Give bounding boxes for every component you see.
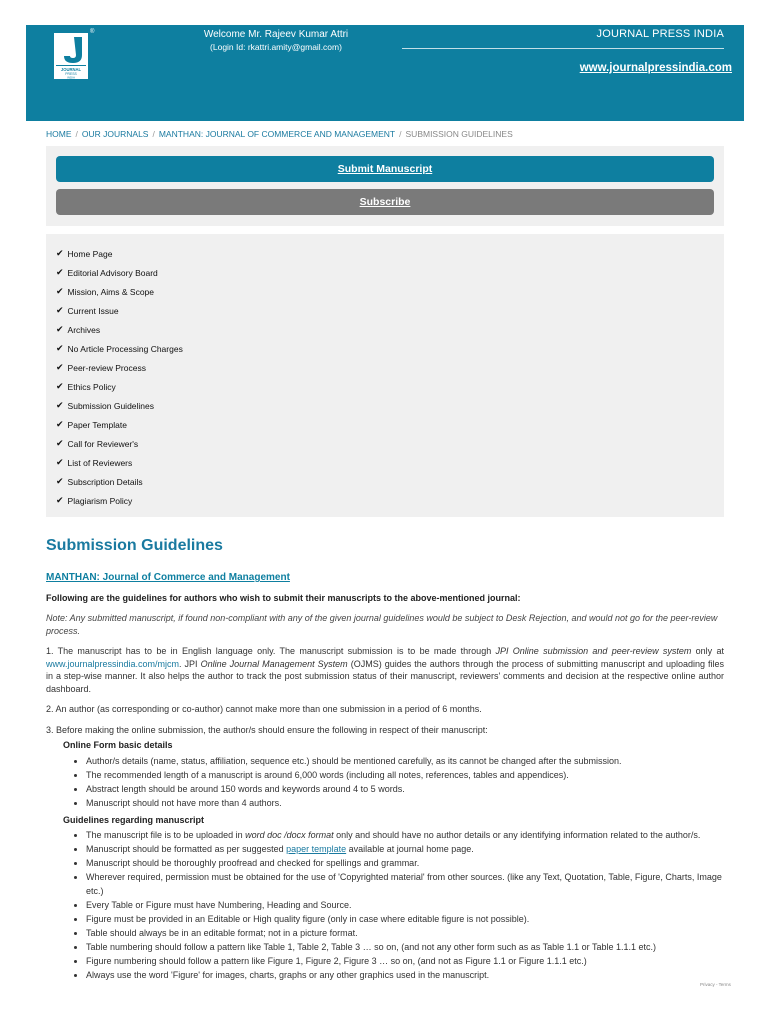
menu-item-subscription-details[interactable] — [46, 472, 724, 491]
menu-item-call-for-reviewers[interactable] — [46, 434, 724, 453]
menu-item-plagiarism-policy[interactable] — [46, 491, 724, 510]
menu-item-mission-aims-scope[interactable] — [46, 282, 724, 301]
breadcrumb-current: SUBMISSION GUIDELINES — [405, 129, 513, 139]
check-icon: ✔ — [56, 286, 64, 296]
list-item: • Manuscript should not have more than 4 authors. — [86, 796, 724, 810]
p1-text-f: (OJMS) guides the authors through the process of submitting manuscript and uploading files in a step-wise manner. It also helps the author to track the post submission status of their manuscript, reviewers' comments and decision at the respective online author dashboard. — [46, 658, 724, 694]
list-item: • Every Table or Figure must have Numbering, Heading and Source. — [86, 898, 724, 912]
header-divider — [402, 48, 724, 49]
journal-press-india-logo[interactable] — [54, 33, 88, 77]
welcome-text: Welcome Mr. Rajeev Kumar Attri — [203, 29, 349, 40]
list-item: • Table numbering should follow a pattern like Table 1, Table 2, Table 3 … so on, (and not any other form such as as Table 1.1 or Table 1.1.1 etc.) — [86, 940, 724, 954]
check-icon: ✔ — [56, 305, 64, 315]
menu-item-label: No Article Processing Charges — [67, 343, 183, 354]
svg-text:PRESS: PRESS — [65, 72, 77, 76]
welcome-block — [186, 29, 366, 53]
menu-item-label: Peer-review Process — [67, 362, 146, 373]
page-title: Submission Guidelines — [46, 537, 223, 554]
check-icon: ✔ — [56, 400, 64, 410]
svg-text:JOURNAL: JOURNAL — [60, 67, 82, 72]
guidelines-list — [86, 828, 724, 982]
check-icon: ✔ — [56, 438, 64, 448]
check-icon: ✔ — [56, 267, 64, 277]
menu-item-no-apc[interactable] — [46, 339, 724, 358]
breadcrumb-journal[interactable]: MANTHAN: JOURNAL OF COMMERCE AND MANAGEMENT — [158, 129, 396, 139]
menu-item-ethics-policy[interactable] — [46, 377, 724, 396]
breadcrumb-our-journals[interactable]: OUR JOURNALS — [81, 129, 149, 139]
check-icon: ✔ — [56, 495, 64, 505]
list-item — [86, 842, 724, 856]
submit-manuscript-button[interactable]: Submit Manuscript — [56, 156, 714, 182]
breadcrumb-separator: / — [75, 129, 78, 139]
journal-menu — [46, 234, 724, 517]
intro-text: Following are the guidelines for authors who wish to submit their manuscripts to the above-mentioned journal: — [46, 592, 521, 603]
menu-item-list-of-reviewers[interactable] — [46, 453, 724, 472]
breadcrumb — [46, 129, 513, 139]
menu-item-label: Ethics Policy — [67, 381, 116, 392]
check-icon: ✔ — [56, 457, 64, 467]
list-item: • Table should always be in an editable format; not in a picture format. — [86, 926, 724, 940]
check-icon: ✔ — [56, 362, 64, 372]
g1-text-c: only and should have no author details or any identifying information related to the author/s. — [333, 830, 701, 840]
menu-item-submission-guidelines[interactable] — [46, 396, 724, 415]
list-item — [86, 828, 724, 842]
paragraph-3: 3. Before making the online submission, the author/s should ensure the following in respect of their manuscript: — [46, 724, 488, 735]
p1-text-c: only at — [691, 646, 724, 656]
list-item: • Figure must be provided in an Editable or High quality figure (only in case where editable figure is not possible). — [86, 912, 724, 926]
menu-item-label: Paper Template — [67, 419, 127, 430]
check-icon: ✔ — [56, 343, 64, 353]
menu-item-paper-template[interactable] — [46, 415, 724, 434]
menu-item-label: Plagiarism Policy — [67, 495, 133, 506]
recaptcha-privacy-terms[interactable]: Privacy - Terms — [700, 982, 731, 987]
paragraph-2: 2. An author (as corresponding or co-author) cannot make more than one submission in a period of 6 months. — [46, 704, 482, 714]
list-item: • The recommended length of a manuscript is around 6,000 words (including all notes, references, tables and appendices). — [86, 768, 724, 782]
menu-item-label: Submission Guidelines — [67, 400, 155, 411]
menu-item-label: Editorial Advisory Board — [67, 267, 158, 278]
check-icon: ✔ — [56, 324, 64, 334]
note-text: Note: Any submitted manuscript, if found non-compliant with any of the given journal guidelines would be subject to Desk Rejection, and would not go for the peer-review process. — [46, 613, 718, 636]
menu-item-archives[interactable] — [46, 320, 724, 339]
list-item: • Always use the word 'Figure' for images, charts, graphs or any other graphics used in the manuscript. — [86, 968, 724, 982]
paragraph-1 — [46, 645, 724, 695]
menu-item-label: Mission, Aims & Scope — [67, 286, 154, 297]
online-form-list — [86, 754, 724, 810]
list-item: • Wherever required, permission must be obtained for the use of 'Copyrighted material' from other sources. (like any Text, Quotation, Table, Figure, Charts, Image etc.) — [86, 870, 724, 898]
brand-name: JOURNAL PRESS INDIA — [596, 28, 724, 40]
website-link[interactable]: www.journalpressindia.com — [579, 62, 732, 74]
p1-text-b: JPI Online submission and peer-review system — [495, 646, 692, 656]
check-icon: ✔ — [56, 419, 64, 429]
menu-item-home-page[interactable] — [46, 244, 724, 263]
list-item: • Abstract length should be around 150 words and keywords around 4 to 5 words. — [86, 782, 724, 796]
menu-item-label: Archives — [67, 324, 101, 335]
menu-item-editorial-advisory-board[interactable] — [46, 263, 724, 282]
breadcrumb-separator: / — [152, 129, 155, 139]
check-icon: ✔ — [56, 476, 64, 486]
guidelines-content — [46, 572, 724, 986]
menu-item-label: List of Reviewers — [67, 457, 133, 468]
menu-item-peer-review-process[interactable] — [46, 358, 724, 377]
menu-item-current-issue[interactable] — [46, 301, 724, 320]
p1-text-d: . JPI — [179, 658, 201, 669]
action-panel — [46, 146, 724, 226]
p1-text-a: 1. The manuscript has to be in English language only. The manuscript submission is to be made through — [46, 646, 496, 656]
site-header — [26, 25, 744, 121]
menu-item-label: Call for Reviewer's — [67, 438, 139, 449]
registered-mark: ® — [90, 29, 95, 35]
breadcrumb-separator: / — [399, 129, 402, 139]
svg-text:INDIA: INDIA — [66, 75, 76, 79]
menu-item-label: Home Page — [67, 248, 113, 259]
g1-text-b: word doc /docx format — [245, 830, 334, 840]
list-item: • Figure numbering should follow a pattern like Figure 1, Figure 2, Figure 3 … so on, (and not as Figure 1.1 or Figure 1.1.1 etc.) — [86, 954, 724, 968]
subscribe-button[interactable]: Subscribe — [56, 189, 714, 215]
guidelines-heading: Guidelines regarding manuscript — [63, 814, 205, 825]
menu-item-label: Current Issue — [67, 305, 119, 316]
online-form-heading: Online Form basic details — [63, 740, 173, 750]
g2-text-a: Manuscript should be formatted as per suggested — [86, 844, 287, 854]
g2-text-c: available at journal home page. — [346, 844, 474, 854]
menu-item-label: Subscription Details — [67, 476, 143, 487]
list-item: • Author/s details (name, status, affiliation, sequence etc.) should be mentioned carefully, as its cannot be changed after the submission. — [86, 754, 724, 768]
check-icon: ✔ — [56, 381, 64, 391]
journal-title-link[interactable]: MANTHAN: Journal of Commerce and Management — [46, 572, 290, 583]
list-item: • Manuscript should be thoroughly proofread and checked for spellings and grammar. — [86, 856, 724, 870]
check-icon: ✔ — [56, 248, 64, 258]
p1-text-e: Online Journal Management System — [200, 658, 348, 669]
submission-link[interactable]: www.journalpressindia.com/mjcm — [46, 658, 180, 669]
g1-text-a: The manuscript file is to be uploaded in — [86, 830, 246, 840]
breadcrumb-home[interactable]: HOME — [46, 129, 72, 139]
paper-template-link[interactable]: paper template — [286, 844, 347, 854]
login-id-text: (Login Id: rkattri.amity@gmail.com) — [210, 42, 342, 52]
